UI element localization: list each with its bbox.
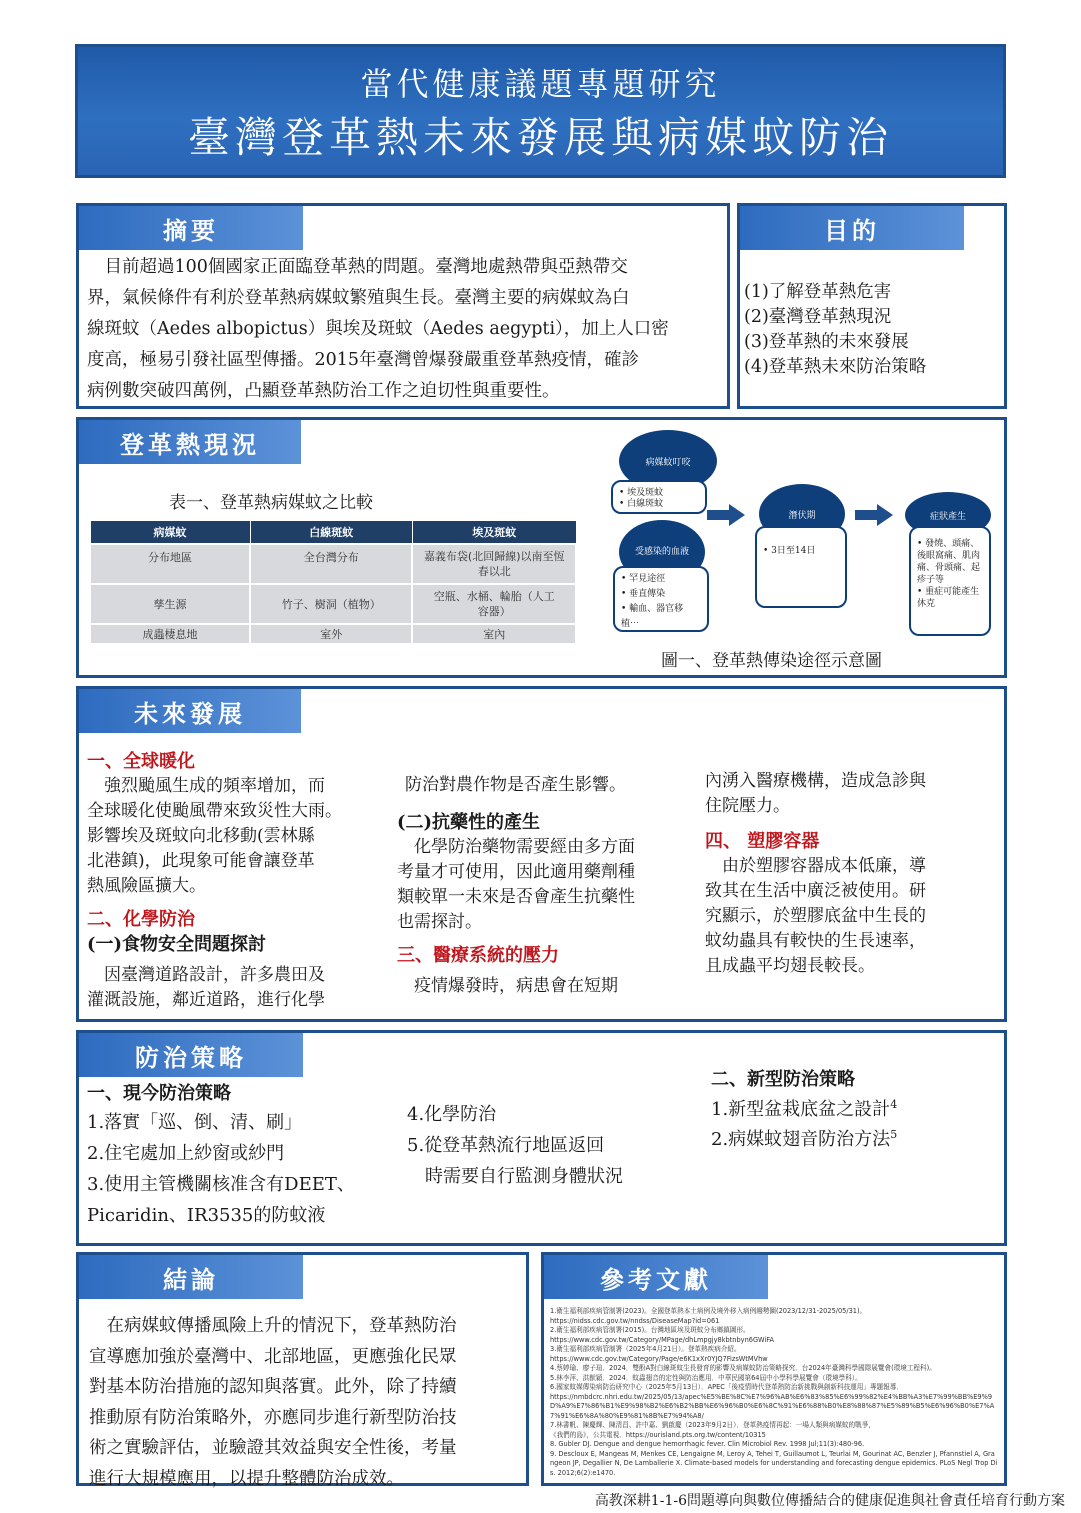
purpose-item: (1)了解登革熱危害 bbox=[744, 282, 892, 302]
strategy-item: 2.病媒蚊翅音防治方法$^5$ bbox=[711, 1128, 898, 1150]
paragraph-line: 疫情爆發時，病患會在短期 bbox=[397, 976, 618, 996]
strategy-section bbox=[76, 1030, 1007, 1246]
paragraph-line: 化學防治藥物需要經由多方面 bbox=[397, 837, 635, 857]
purpose-heading: 目的 bbox=[740, 206, 964, 250]
mosquito-comparison-table bbox=[89, 520, 577, 645]
table-cell: 嘉義布袋(北回歸線)以南至恆春以北 bbox=[412, 544, 576, 584]
strategy-item: 5.從登革熱流行地區返回 bbox=[407, 1135, 605, 1156]
purpose-section bbox=[737, 203, 1007, 409]
paragraph-line: 防治對農作物是否產生影響。 bbox=[405, 775, 626, 795]
conclusion-line: 宣導應加強於臺灣中、北部地區，更應強化民眾 bbox=[89, 1346, 457, 1367]
mosquito-bite-node: 病媒蚊叮咬 bbox=[619, 430, 717, 492]
strategy-item: 1.新型盆栽底盆之設計$^4$ bbox=[711, 1098, 898, 1120]
abstract-section bbox=[76, 203, 730, 409]
paragraph-line: 且成蟲平均翅長較長。 bbox=[705, 956, 875, 976]
future-col-3 bbox=[705, 769, 1001, 979]
paragraph-line: 考量才可使用，因此適用藥劑種 bbox=[397, 862, 635, 882]
strategy-item: 時需要自行監測身體狀況 bbox=[407, 1166, 623, 1187]
reference-item: https://nidss.cdc.gov.tw/nndss/DiseaseMap?id=061 bbox=[550, 1316, 720, 1325]
list-item: • 垂直傳染 bbox=[621, 589, 666, 599]
references-section bbox=[541, 1252, 1007, 1486]
status-section bbox=[76, 417, 1007, 678]
references-list bbox=[550, 1307, 998, 1478]
future-heading: 未來發展 bbox=[79, 689, 301, 733]
table-header: 病媒蚊 bbox=[90, 521, 250, 545]
table-header: 埃及斑蚊 bbox=[412, 521, 576, 545]
reference-item: 3.衛生福利部疾病管制署（2025年4月21日）。登革熱疾病介紹。 bbox=[550, 1345, 741, 1353]
conclusion-heading: 結論 bbox=[79, 1255, 303, 1299]
paragraph-line: 住院壓力。 bbox=[705, 796, 790, 816]
table-header: 白線斑蚊 bbox=[250, 521, 412, 545]
reference-item: 7.林書帆、陳慶輝、陳清昌、許中嘉、劉啟慶（2023年9月2日）．登革熱疫情再起：一場人類與病媒蚊的戰爭， bbox=[550, 1421, 875, 1429]
mosquito-bite-list bbox=[611, 480, 707, 514]
table-cell: 竹子、樹洞（植物） bbox=[250, 584, 412, 624]
list-item: • 3日至14日 bbox=[763, 546, 816, 556]
table-cell: 成蟲棲息地 bbox=[90, 624, 250, 644]
reference-item: 《我們的島》，公共電視．https://ourisland.pts.org.tw/content/10315 bbox=[550, 1430, 766, 1439]
conclusion-line: 在病媒蚊傳播風險上升的情況下，登革熱防治 bbox=[89, 1316, 457, 1336]
purpose-item: (4)登革熱未來防治策略 bbox=[744, 357, 927, 377]
strategy-heading: 防治策略 bbox=[79, 1033, 303, 1077]
list-item: • 輸血、器官移植⋯ bbox=[621, 604, 684, 629]
future-col-1 bbox=[87, 749, 397, 1013]
strategy-item: 1.落實「巡、倒、清、刷」 bbox=[87, 1112, 303, 1133]
purpose-list bbox=[744, 280, 926, 380]
paragraph-line: 類較單一未來是否會產生抗藥性 bbox=[397, 887, 635, 907]
symptom-node: 症狀產生 bbox=[905, 492, 991, 538]
table-cell: 孳生源 bbox=[90, 584, 250, 624]
reference-item: 6.國家蚊媒傳染病防治研究中心（2025年5月13日）．APEC「後疫情時代登革熱防治新挑戰與創新科技運用」專題報導． bbox=[550, 1383, 903, 1391]
infected-blood-node: 受感染的血液 bbox=[619, 520, 705, 584]
section-subheading: (一)食物安全問題探討 bbox=[87, 934, 267, 955]
paragraph-line: 影響埃及斑蚊向北移動(雲林縣 bbox=[87, 826, 315, 846]
figure-caption: 圖一、登革熱傳染途徑示意圖 bbox=[661, 651, 882, 671]
table-caption: 表一、登革熱病媒蚊之比較 bbox=[169, 493, 373, 513]
reference-item: 8. Gubler DJ. Dengue and dengue hemorrhagic fever. Clin Microbiol Rev. 1998 Jul;11(3):480-96. bbox=[550, 1440, 865, 1448]
abstract-line: 目前超過100個國家正面臨登革熱的問題。臺灣地處熱帶與亞熱帶交 bbox=[87, 257, 628, 277]
paragraph-line: 究顯示，於塑膠底盆中生長的 bbox=[705, 906, 926, 926]
list-item: • 埃及斑蚊 bbox=[619, 488, 664, 498]
strategy-item: 4.化學防治 bbox=[407, 1104, 497, 1125]
table-cell: 全台灣分布 bbox=[250, 544, 412, 584]
abstract-line: 界，氣候條件有利於登革熱病媒蚊繁殖與生長。臺灣主要的病媒蚊為白 bbox=[87, 288, 630, 308]
section-subheading: 三、醫療系統的壓力 bbox=[397, 945, 559, 966]
list-item: • 罕見途徑 bbox=[621, 574, 666, 584]
references-heading: 參考文獻 bbox=[544, 1255, 768, 1299]
list-item: • 重症可能產生休克 bbox=[917, 587, 980, 609]
conclusion-line: 進行大規模應用，以提升整體防治成效。 bbox=[89, 1468, 404, 1489]
abstract-line: 病例數突破四萬例，凸顯登革熱防治工作之迫切性與重要性。 bbox=[87, 381, 560, 401]
table-cell: 室內 bbox=[412, 624, 576, 644]
paragraph-line: 熱風險區擴大。 bbox=[87, 876, 206, 896]
conclusion-text bbox=[89, 1311, 525, 1494]
strategy-col-1 bbox=[87, 1081, 355, 1231]
list-item: • 發燒、頭痛、後眼窩痛、肌肉痛、骨頭痛、起疹子等 bbox=[917, 539, 981, 585]
reference-item: 4.蔡婷瑜、廖子瑄．2024．雙酚A對白線斑蚊生長發育的影響及病媒蚊防治策略探究．台2024年臺灣科學國際展覽會(環境工程科)。 bbox=[550, 1364, 936, 1372]
reference-item: https://www.cdc.gov.tw/Category/MPage/dhLmpgjy8kbtnbyn6GWiFA bbox=[550, 1335, 774, 1344]
future-section bbox=[76, 686, 1007, 1022]
abstract-text bbox=[87, 252, 727, 407]
table-cell: 室外 bbox=[250, 624, 412, 644]
reference-item: https://www.cdc.gov.tw/Category/Page/e6K1xXr0YJQ7FizsWtMVhw bbox=[550, 1354, 768, 1363]
paragraph-line: 也需探討。 bbox=[397, 912, 482, 932]
abstract-line: 度高，極易引發社區型傳播。2015年臺灣曾爆發嚴重登革熱疫情，確診 bbox=[87, 350, 640, 370]
abstract-line: 線斑蚊（Aedes albopictus）與埃及斑蚊（Aedes aegypti），加上人口密 bbox=[87, 319, 669, 339]
purpose-item: (3)登革熱的未來發展 bbox=[744, 332, 909, 352]
table-cell: 分布地區 bbox=[90, 544, 250, 584]
paragraph-line: 內湧入醫療機構，造成急診與 bbox=[705, 771, 926, 791]
paragraph-line: 強烈颱風生成的頻率增加，而 bbox=[87, 776, 325, 796]
incubation-list bbox=[755, 526, 847, 608]
abstract-heading: 摘要 bbox=[79, 206, 303, 250]
strategy-item: 2.住宅處加上紗窗或紗門 bbox=[87, 1143, 285, 1164]
poster-subtitle: 當代健康議題專題研究 bbox=[360, 65, 721, 103]
paragraph-line: 致其在生活中廣泛被使用。研 bbox=[705, 881, 926, 901]
citation-marker: 4 bbox=[890, 1098, 898, 1111]
conclusion-line: 對基本防治措施的認知與落實。此外，除了持續 bbox=[89, 1377, 457, 1397]
list-item: • 白線斑蚊 bbox=[619, 499, 664, 509]
reference-item: 1.衛生福利部疾病管制署(2023)。全國登革熱本土病例及境外移入病例趨勢圖(2023/12/31-2025/05/31)。 bbox=[550, 1307, 867, 1315]
reference-item: 5.林李萍、洪猷穎．2024．蚊蟲翅音的定性與防治應用．中華民國第64屆中小學科學展覽會（環境學科）。 bbox=[550, 1373, 862, 1382]
purpose-item: (2)臺灣登革熱現況 bbox=[744, 307, 892, 327]
incubation-node: 潛伏期 bbox=[759, 484, 845, 544]
citation-marker: 5 bbox=[890, 1128, 898, 1141]
paragraph-line: 全球暖化使颱風帶來致災性大雨。 bbox=[87, 801, 342, 821]
paragraph-line: 蚊幼蟲具有較快的生長速率， bbox=[705, 931, 926, 951]
table-cell: 空瓶、水桶、輪胎（人工容器） bbox=[412, 584, 576, 624]
arrow-icon bbox=[855, 504, 895, 526]
symptom-list bbox=[909, 526, 991, 636]
section-subheading: 四、 塑膠容器 bbox=[705, 831, 820, 852]
section-subheading: 二、新型防治策略 bbox=[711, 1069, 855, 1090]
reference-item: 9. Descloux E, Mangeas M, Menkes CE, Lengaigne M, Leroy A, Tehei T, Guillaumot L, Teurlai M, Gourinat AC, Benzler J, Pfannstiel A, Grangeon JP, Degallier N, De Lamballerie X. Climate-based models for understanding and forecasting dengue epidemics. PLoS Negl Trop Dis. 2012;6(2):e1470. bbox=[550, 1449, 998, 1477]
poster-title: 臺灣登革熱未來發展與病媒蚊防治 bbox=[187, 113, 893, 162]
paragraph-line: 因臺灣道路設計，許多農田及 bbox=[87, 965, 325, 985]
conclusion-line: 推動原有防治策略外，亦應同步進行新型防治技 bbox=[89, 1407, 457, 1428]
paragraph-line: 由於塑膠容器成本低廉，導 bbox=[705, 856, 926, 876]
reference-item: 2.衛生福利部疾病管制署(2015)。台灣地區埃及斑蚊分布鄉鎮圖形。 bbox=[550, 1326, 750, 1334]
footer-text: 高教深耕1-1-6問題導向與數位傳播結合的健康促進與社會責任培育行動方案 bbox=[594, 1493, 1065, 1509]
section-subheading: 一、現今防治策略 bbox=[87, 1083, 231, 1104]
paragraph-line: 灌溉設施，鄰近道路，進行化學 bbox=[87, 990, 325, 1010]
infected-blood-list bbox=[613, 566, 709, 632]
strategy-col-3 bbox=[711, 1067, 897, 1152]
section-subheading: 二、化學防治 bbox=[87, 909, 195, 930]
paragraph-line: 北港鎮)，此現象可能會讓登革 bbox=[87, 851, 315, 871]
strategy-item: Picaridin、IR3535的防蚊液 bbox=[87, 1205, 326, 1226]
strategy-item: 3.使用主管機關核准含有DEET、 bbox=[87, 1174, 355, 1195]
section-subheading: 一、全球暖化 bbox=[87, 751, 195, 772]
conclusion-section bbox=[76, 1252, 529, 1489]
future-col-2 bbox=[397, 773, 707, 999]
strategy-col-2 bbox=[407, 1099, 623, 1192]
conclusion-line: 術之實驗評估，並驗證其效益與安全性後，考量 bbox=[89, 1438, 457, 1458]
arrow-icon bbox=[707, 504, 735, 526]
poster-header bbox=[75, 44, 1006, 178]
section-subheading: (二)抗藥性的產生 bbox=[397, 812, 541, 833]
status-heading: 登革熱現況 bbox=[79, 420, 301, 464]
reference-item: https://nmbdcrc.nhri.edu.tw/2025/05/13/apec%E5%BE%8C%E7%96%AB%E6%83%85%E6%99%82%E4%BB%A3%E7%99%BB%E9%9D%A9%E7%86%B1%E9%98%B2%E6%B2%BB%E6%96%B0%E6%8C%91%E6%88%B0%E8%88%87%E5%89%B5%E6%96%B0%E7%A7%91%E6%8A%80%E9%81%8B%E7%94%A8/ bbox=[550, 1392, 995, 1420]
